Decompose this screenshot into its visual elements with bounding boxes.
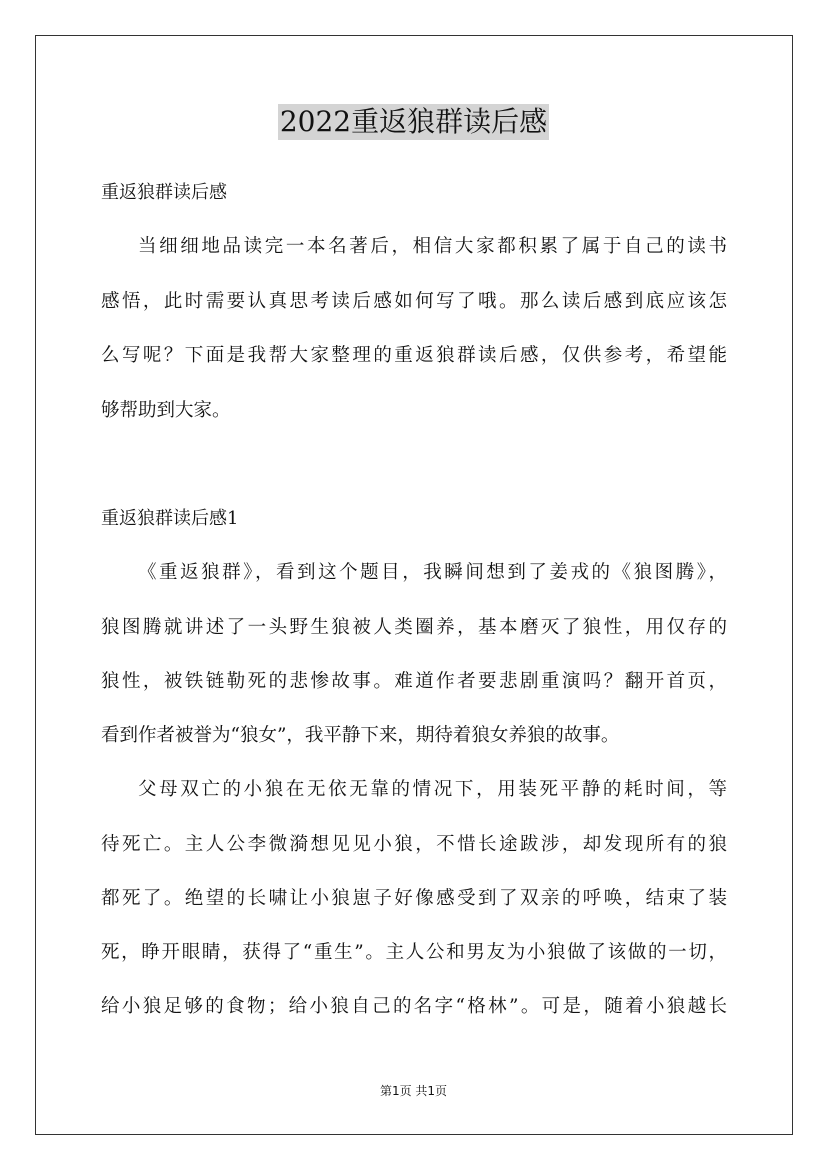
intro-line: 够帮助到大家。 (101, 400, 231, 421)
paragraph-2-line: 给小狼足够的食物；给小狼自己的名字“格林”。可是，随着小狼越长 (101, 996, 727, 1017)
paragraph-1-line: 看到作者被誉为“狼女”，我平静下来，期待着狼女养狼的故事。 (101, 725, 620, 746)
document-title: 2022重返狼群读后感 (279, 105, 548, 138)
intro-line: 当细细地品读完一本名著后，相信大家都积累了属于自己的读书 (138, 236, 727, 257)
section-heading-1: 重返狼群读后感1 (101, 508, 239, 529)
paragraph-1-line: 狼图腾就讲述了一头野生狼被人类圈养，基本磨灭了狼性，用仅存的 (101, 617, 727, 638)
section-heading-intro: 重返狼群读后感 (101, 182, 227, 203)
intro-line: 么写呢？下面是我帮大家整理的重返狼群读后感，仅供参考，希望能 (101, 345, 727, 366)
paragraph-2-line: 待死亡。主人公李微漪想见见小狼，不惜长途跋涉，却发现所有的狼 (101, 834, 727, 855)
paragraph-2-line: 死，睁开眼睛，获得了“重生”。主人公和男友为小狼做了该做的一切， (101, 942, 727, 963)
paragraph-1-line: 《重返狼群》，看到这个题目，我瞬间想到了姜戎的《狼图腾》， (138, 562, 727, 583)
paragraph-2-line: 父母双亡的小狼在无依无靠的情况下，用装死平静的耗时间，等 (138, 779, 727, 800)
intro-line: 感悟，此时需要认真思考读后感如何写了哦。那么读后感到底应该怎 (101, 291, 727, 312)
paragraph-1-line: 狼性，被铁链勒死的悲惨故事。难道作者要悲剧重演吗？翻开首页， (101, 671, 727, 692)
paragraph-2-line: 都死了。绝望的长啸让小狼崽子好像感受到了双亲的呼唤，结束了装 (101, 888, 727, 909)
title-container (0, 104, 827, 140)
page-footer: 第1页 共1页 (379, 1084, 448, 1098)
